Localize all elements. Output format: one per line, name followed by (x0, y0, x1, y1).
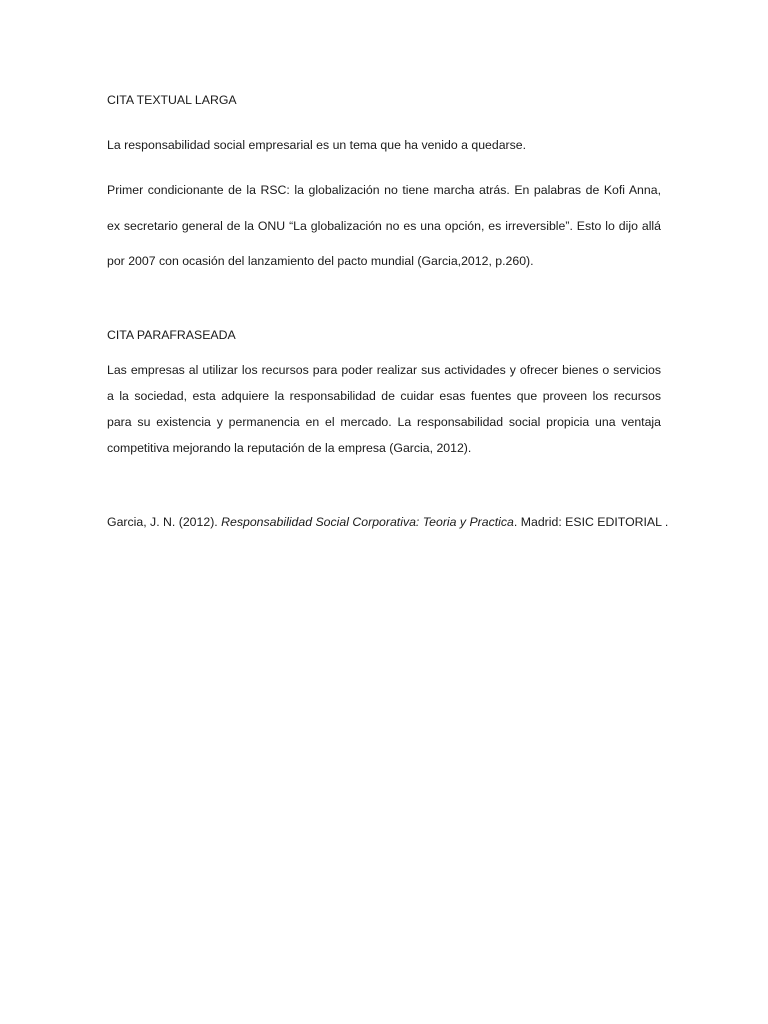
intro-paragraph: La responsabilidad social empresarial es un tema que ha venido a quedarse. (107, 138, 527, 152)
paraphrase-line: competitiva mejorando la reputación de la empresa (Garcia, 2012). (107, 441, 472, 455)
reference-author-year: Garcia, J. N. (2012). (107, 515, 222, 529)
quote-line: Primer condicionante de la RSC: la globalización no tiene marcha atrás. En palabras de Kofi Anna, (107, 183, 661, 197)
paraphrase-line: para su existencia y permanencia en el mercado. La responsabilidad social propicia una ventaja (107, 415, 661, 429)
paraphrase-line: Las empresas al utilizar los recursos para poder realizar sus actividades y ofrecer bienes o servicios (107, 363, 661, 377)
heading-cita-textual: CITA TEXTUAL LARGA (107, 93, 237, 107)
long-quote-paragraph (107, 182, 661, 289)
quote-line: por 2007 con ocasión del lanzamiento del pacto mundial (Garcia,2012, p.260). (107, 254, 534, 268)
paraphrase-line: a la sociedad, esta adquiere la responsabilidad de cuidar esas fuentes que proveen los recursos (107, 389, 661, 403)
reference-publisher: . Madrid: ESIC EDITORIAL . (513, 515, 669, 529)
paraphrase-paragraph (107, 362, 661, 466)
heading-cita-parafraseada: CITA PARAFRASEADA (107, 328, 236, 342)
reference-title: Responsabilidad Social Corporativa: Teoria y Practica (221, 515, 514, 529)
reference-entry (107, 514, 669, 530)
quote-line: ex secretario general de la ONU “La globalización no es una opción, es irreversible”. Esto lo dijo allá (107, 218, 661, 233)
